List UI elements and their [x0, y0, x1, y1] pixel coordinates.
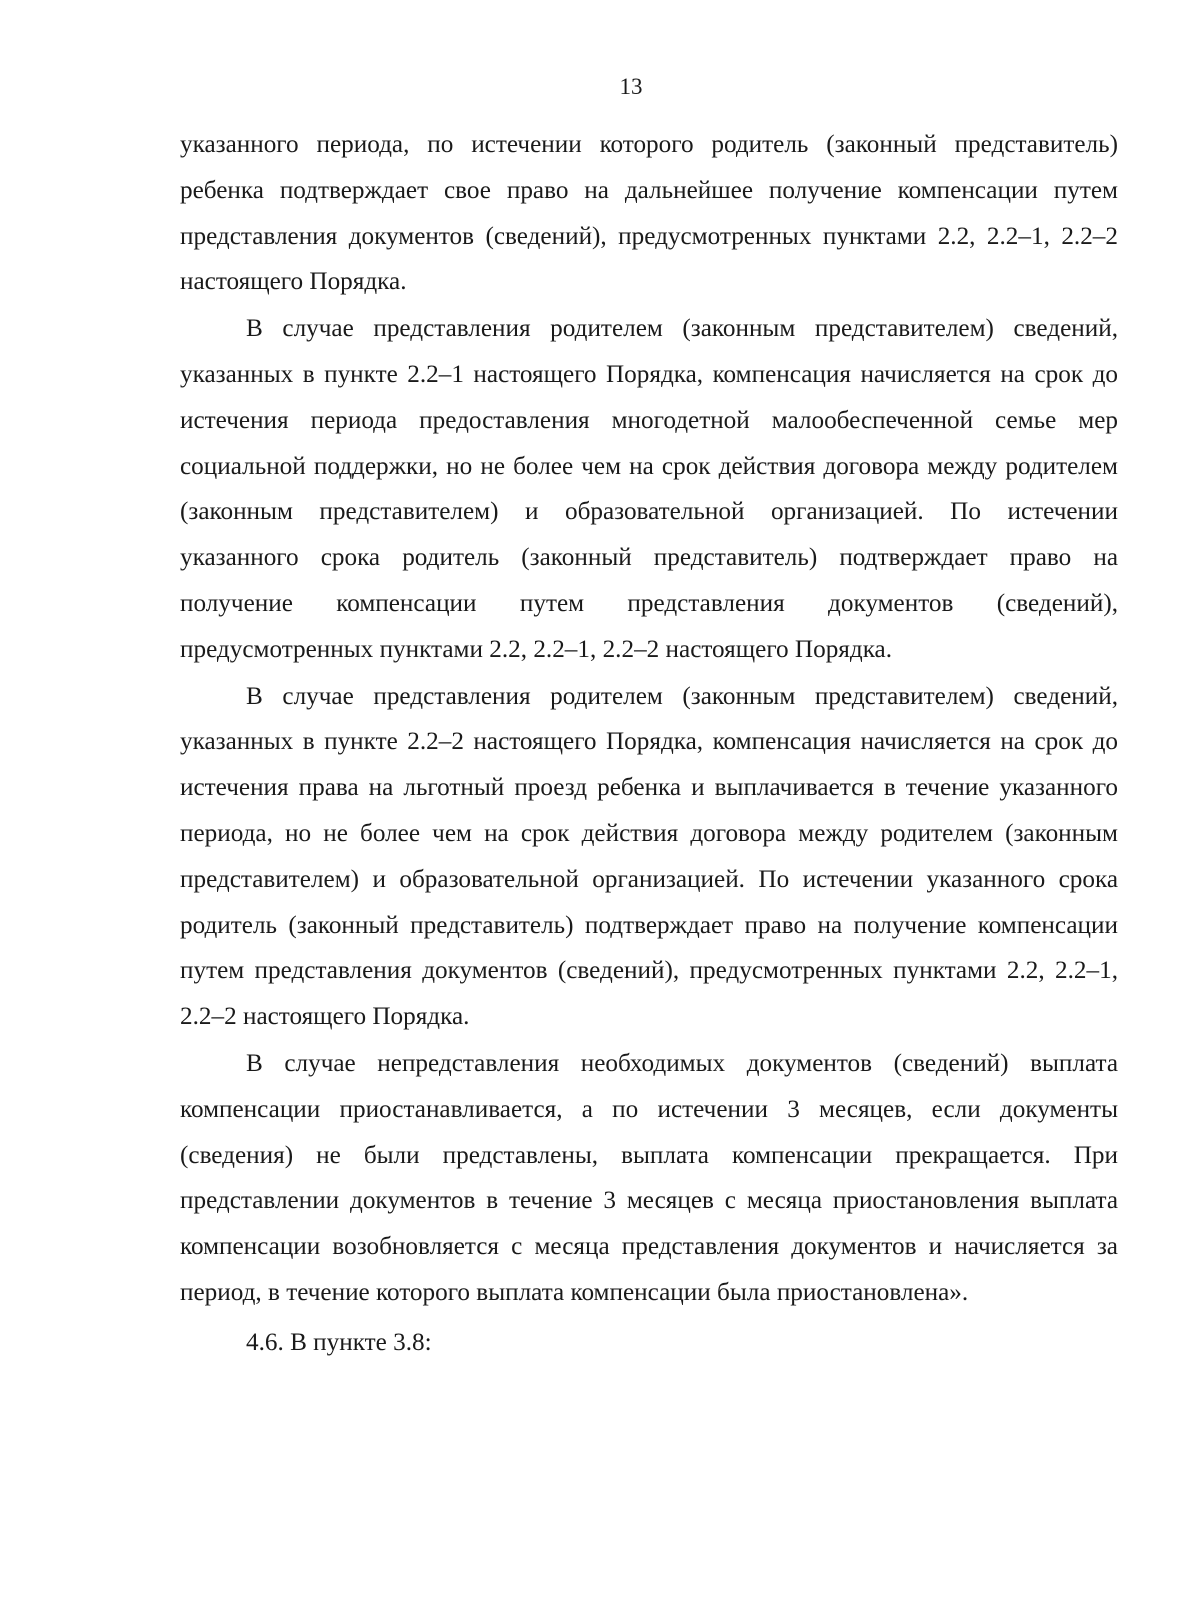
paragraph-item-2-2-1: В случае представления родителем (законным представителем) сведений, указанных в пункте 2.2–1 настоящего Порядка, компенсация начисляется на срок до истечения периода предоставления многодетной малообеспеченной семье мер социальной поддержки, но не более чем на срок действия договора между родителем (законным представителем) и образовательной организацией. По истечении указанного срока родитель (законный представитель) подтверждает право на получение компенсации путем представления документов (сведений), предусмотренных пунктами 2.2, 2.2–1, 2.2–2 настоящего Порядка.: [180, 315, 1118, 663]
paragraph-continuation: указанного периода, по истечении которого родитель (законный представитель) ребенка подтверждает свое право на дальнейшее получение компенсации путем представления документов (сведений), предусмотренных пунктами 2.2, 2.2–1, 2.2–2 настоящего Порядка.: [180, 131, 1118, 296]
paragraph-nonsubmission: В случае непредставления необходимых документов (сведений) выплата компенсации приостанавливается, а по истечении 3 месяцев, если документы (сведения) не были представлены, выплата компенсации прекращается. При представлении документов в течение 3 месяцев с месяца приостановления выплата компенсации возобновляется с месяца представления документов и начисляется за период, в течение которого выплата компенсации была приостановлена».: [180, 1049, 1118, 1306]
paragraph-section-heading: 4.6. В пункте 3.8:: [246, 1328, 432, 1356]
paragraph-item-2-2-2: В случае представления родителем (законным представителем) сведений, указанных в пункте 2.2–2 настоящего Порядка, компенсация начисляется на срок до истечения права на льготный проезд ребенка и выплачивается в течение указанного периода, но не более чем на срок действия договора между родителем (законным представителем) и образовательной организацией. По истечении указанного срока родитель (законный представитель) подтверждает право на получение компенсации путем представления документов (сведений), предусмотренных пунктами 2.2, 2.2–1, 2.2–2 настоящего Порядка.: [180, 682, 1118, 1031]
page-number: 13: [619, 74, 643, 99]
document-body: [180, 122, 1118, 1366]
